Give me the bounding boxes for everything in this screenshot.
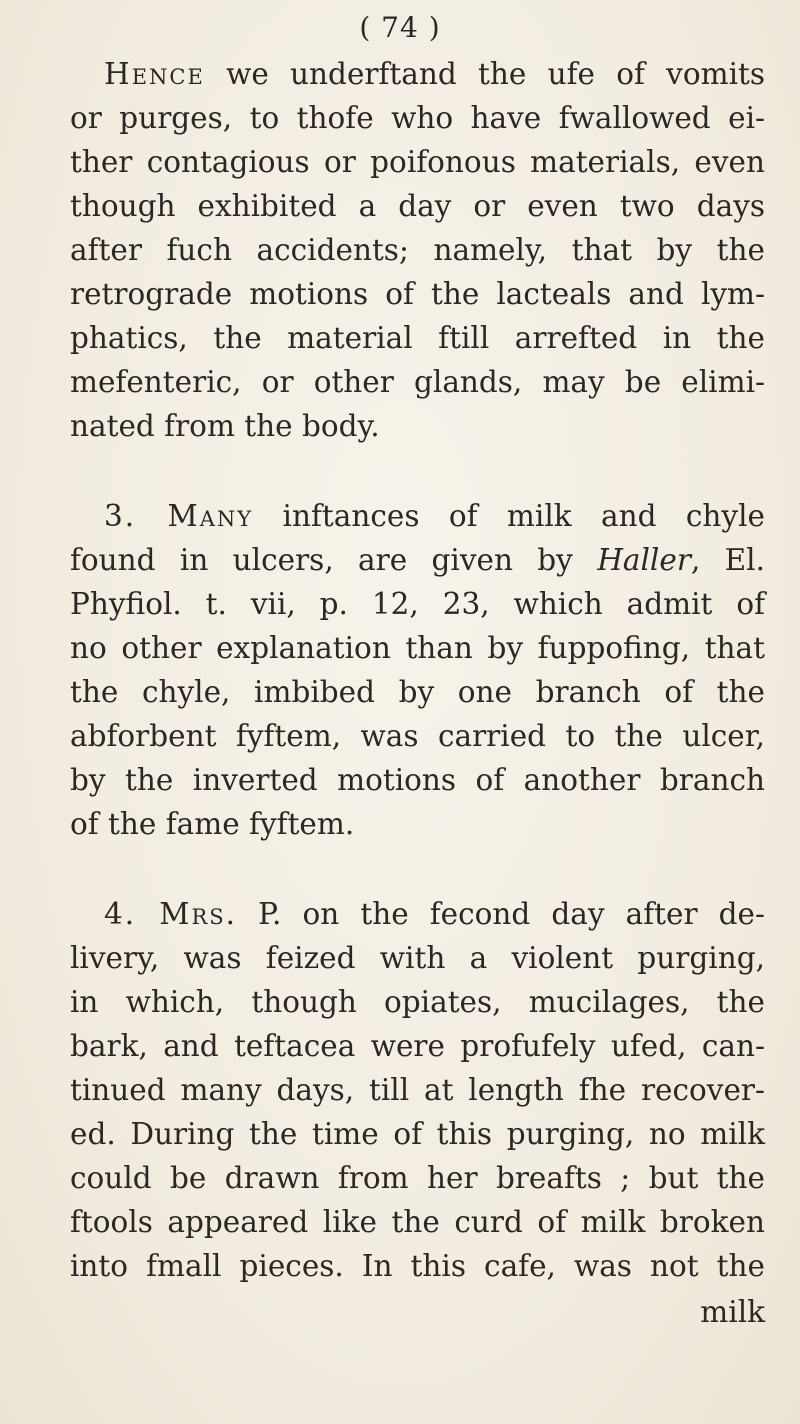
catchword: milk <box>700 1295 765 1329</box>
page-number: ( 74 ) <box>359 11 441 44</box>
text-line: by the inverted motions of another branch <box>70 763 765 797</box>
text-line: bark, and teftacea were profufely ufed, can- <box>70 1029 765 1063</box>
text-line: found in ulcers, are given by Haller, El. <box>70 543 765 577</box>
text-line: abforbent fyftem, was carried to the ulcer, <box>70 719 765 753</box>
text-line: could be drawn from her breafts ; but the <box>70 1161 765 1195</box>
author-name: Haller <box>597 543 691 577</box>
text-line: or purges, to thofe who have fwallowed ei- <box>70 101 765 135</box>
text-line: livery, was feized with a violent purging, <box>70 941 765 975</box>
text-line: after fuch accidents; namely, that by the <box>70 233 765 267</box>
text-line: into fmall pieces. In this cafe, was not the <box>70 1249 765 1283</box>
lead-word: 4. Mrs. <box>104 897 238 931</box>
text-line: ther contagious or poifonous materials, even <box>70 145 765 179</box>
text-line: in which, though opiates, mucilages, the <box>70 985 765 1019</box>
text-line: 4. Mrs. P. on the fecond day after de- <box>104 897 765 931</box>
text-line: ed. During the time of this purging, no milk <box>70 1117 765 1151</box>
text-line: of the fame fyftem. <box>70 807 355 841</box>
text-line: mefenteric, or other glands, may be elimi- <box>70 365 765 399</box>
text-line: tinued many days, till at length fhe recover- <box>70 1073 765 1107</box>
text-line: retrograde motions of the lacteals and lym- <box>70 277 765 311</box>
text-line: the chyle, imbibed by one branch of the <box>70 675 765 709</box>
text-line: ftools appeared like the curd of milk broken <box>70 1205 765 1239</box>
text-line: 3. Many inftances of milk and chyle <box>104 499 765 533</box>
text-line: Phyfiol. t. vii, p. 12, 23, which admit of <box>70 587 765 621</box>
lead-word: Hence <box>104 57 205 91</box>
text-line: though exhibited a day or even two days <box>70 189 765 223</box>
text-line: no other explanation than by fuppofing, that <box>70 631 765 665</box>
lead-word: 3. Many <box>104 499 254 533</box>
text-line: Hence we underftand the ufe of vomits <box>104 57 765 91</box>
text-line: nated from the body. <box>70 409 380 443</box>
text-line: phatics, the material ftill arrefted in the <box>70 321 765 355</box>
